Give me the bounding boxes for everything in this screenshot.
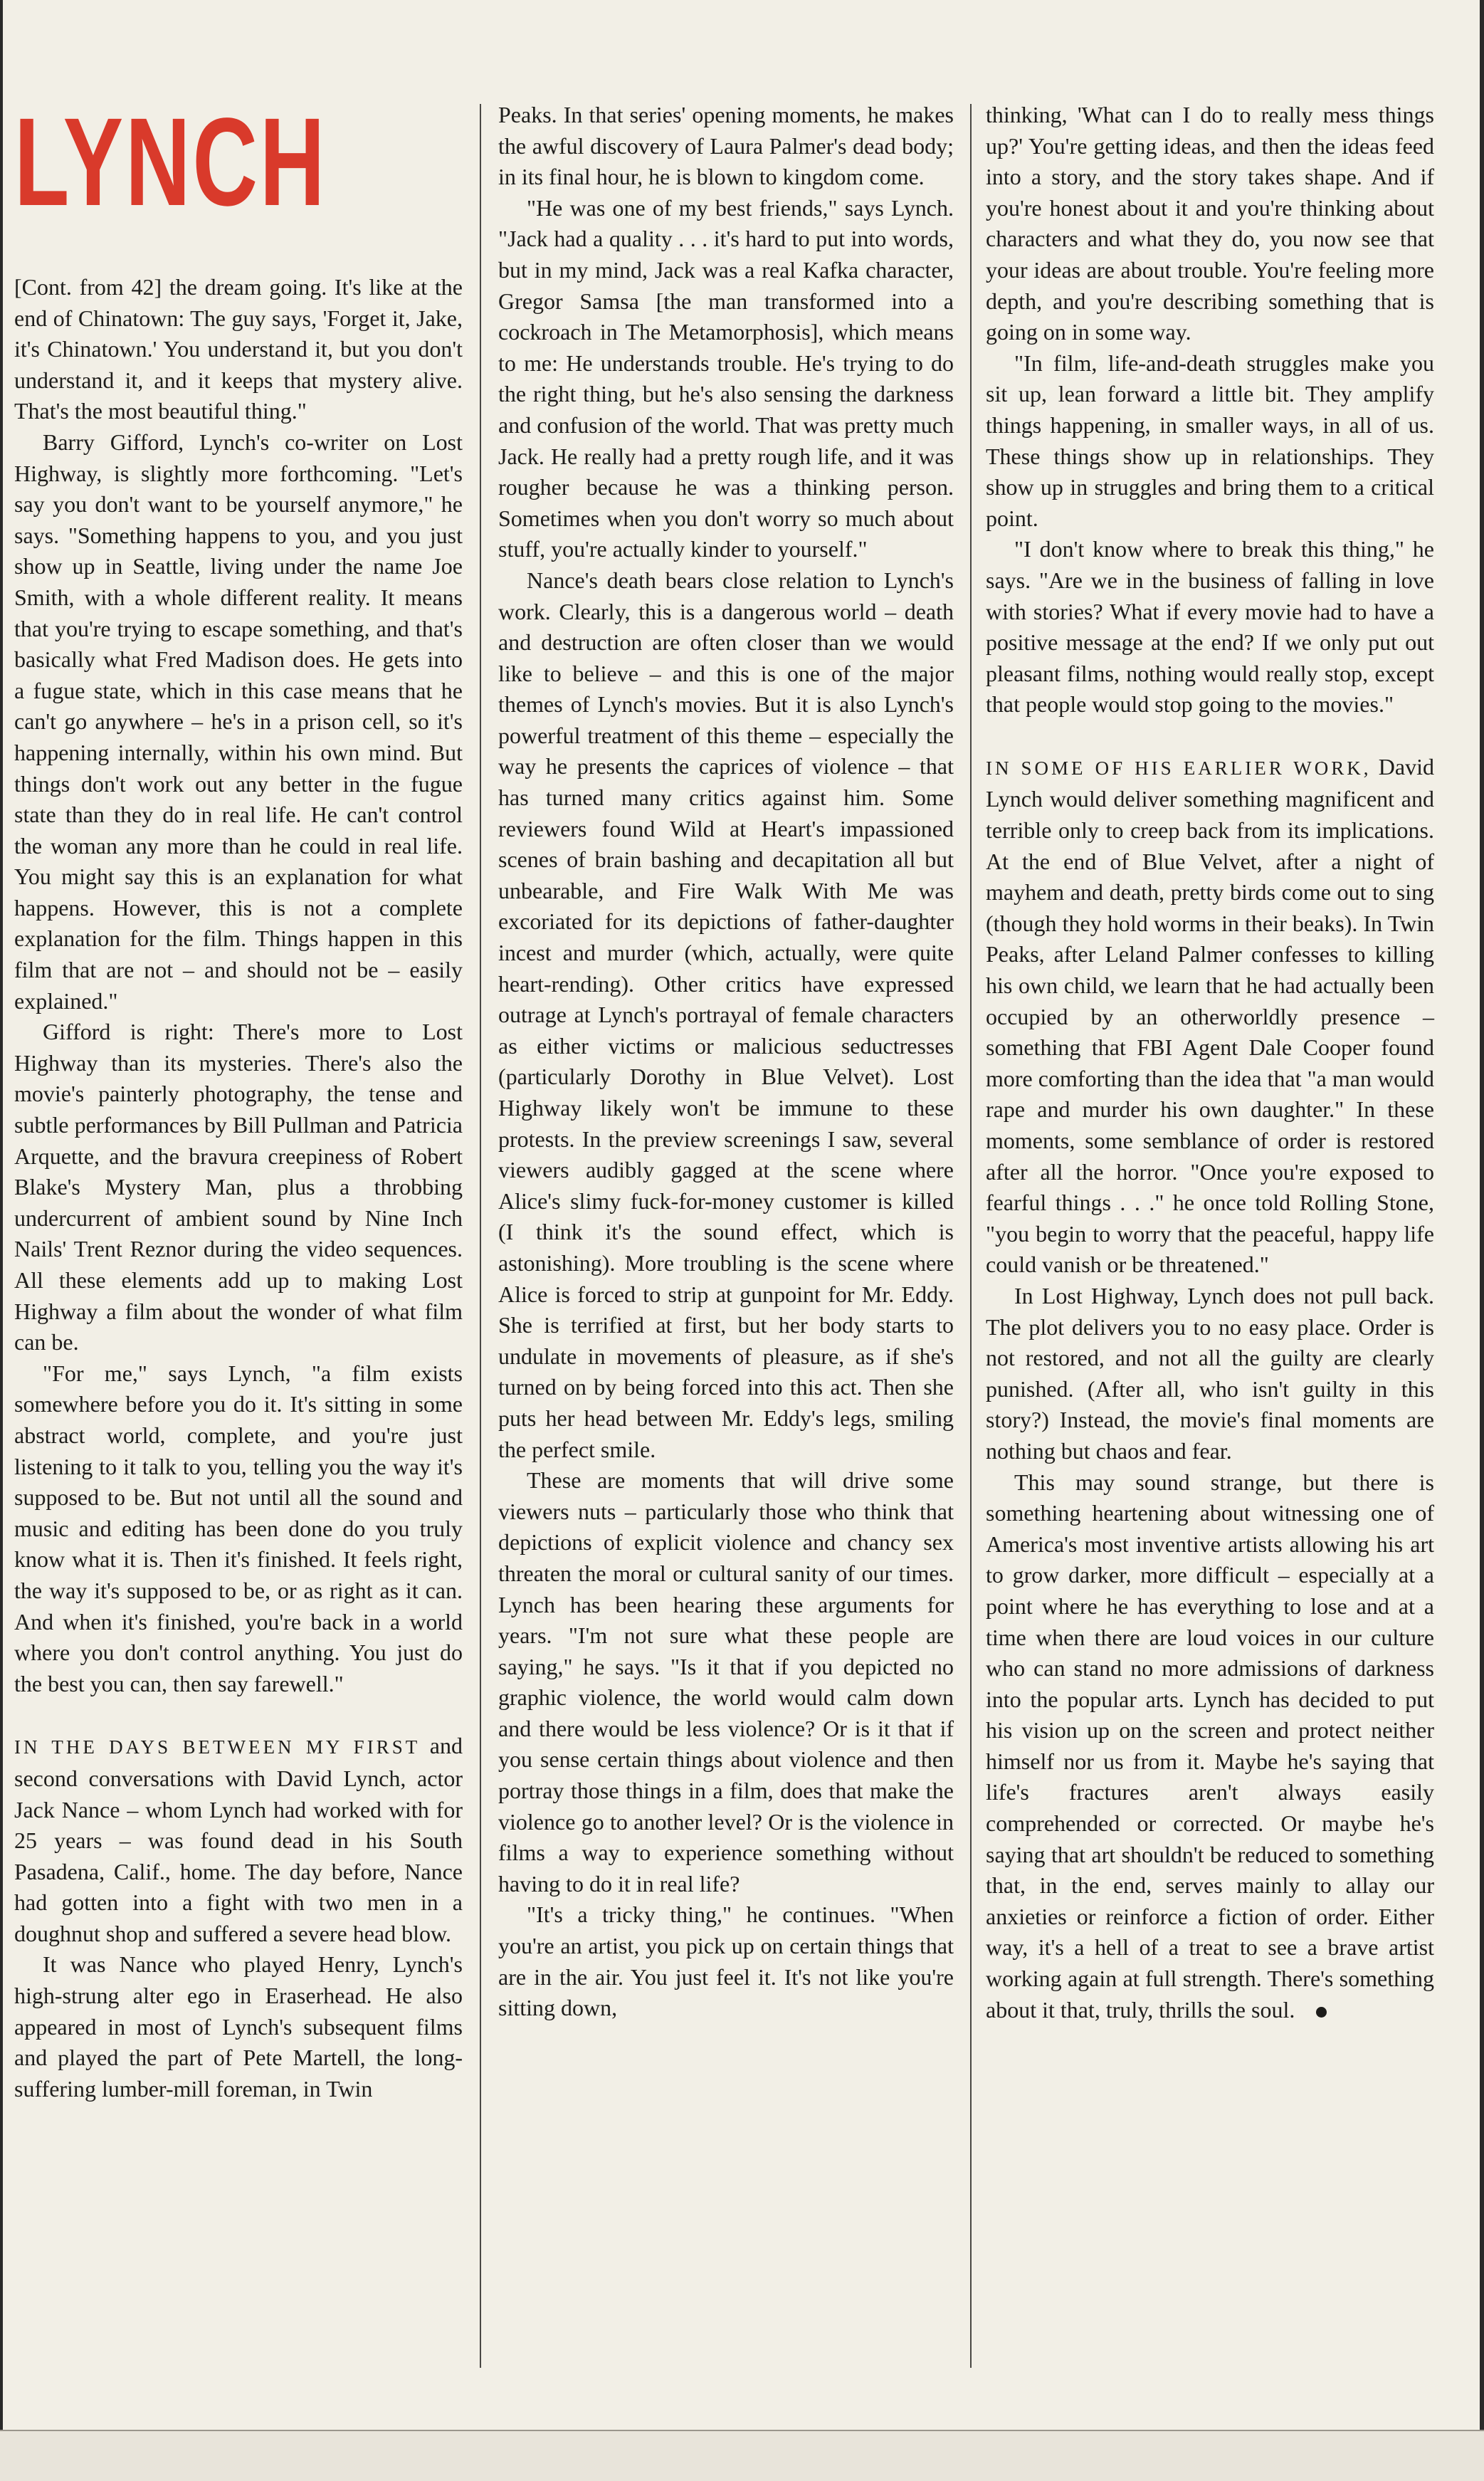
paragraph: In Lost Highway, Lynch does not pull back. The plot delivers you to no easy place. Order is not restored, and not all the guilty are clearly punished. (After all, who isn't guilty in this story?) Instead, the movie's final moments are nothing but chaos and fear. xyxy=(986,1282,1434,1464)
paragraph: Peaks. In that series' opening moments, he makes the awful discovery of Laura Palmer's dead body; in its final hour, he is blown to kingdom come. xyxy=(498,102,954,190)
paragraph-text: This may sound strange, but there is something heartening about witnessing one of America's most inventive artists allowing his art to grow darker, more difficult – especially at a point where he has everything to lose and at a time when there are loud voices in our culture who can stand no more admissions of darkness into the popular arts. Lynch has decided to put his vision up on the screen and protect neither himself nor us from it. Maybe he's saying that life's fractures aren't always easily comprehended or corrected. Or maybe he's saying that art shouldn't be reduced to something that, in the end, serves mainly to allay our anxieties or reinforce a fiction of order. Either way, it's a hell of a treat to see a brave artist working again at full strength. There's something about it that, truly, thrills the soul. xyxy=(986,1469,1434,2023)
paragraph: thinking, 'What can I do to really mess things up?' You're getting ideas, and then the ideas feed into a story, and the story takes shape. And if you're honest about it and you're thinking about characters and what they do, you now see that your ideas are about trouble. You're feeling more depth, and you're describing something that is going on in some way. xyxy=(986,102,1434,345)
page-edge-right xyxy=(1480,0,1484,2481)
section-lead-in: IN SOME OF HIS EARLIER WORK, xyxy=(986,757,1372,779)
paragraph: "It's a tricky thing," he continues. "When you're an artist, you pick up on certain things that are in the air. You just feel it. It's not like you're sitting down, xyxy=(498,1902,954,2021)
paragraph: Nance's death bears close relation to Lynch's work. Clearly, this is a dangerous world – death and destruction are often closer than we would like to believe – and this is one of the major themes of Lynch's movies. But it is also Lynch's powerful treatment of this theme – especially the way he presents the caprices of violence – that has turned many critics against him. Some reviewers found Wild at Heart's impassioned scenes of brain bashing and decapitation all but unbearable, and Fire Walk With Me was excoriated for its depictions of father-daughter incest and murder (which, actually, were quite heart-rending). Other critics have expressed outrage at Lynch's portrayal of female characters as either victims or malicious seductresses (particularly Dorothy in Blue Velvet). Lost Highway likely won't be immune to these protests. In the preview screenings I saw, several viewers audibly gagged at the scene where Alice's slimy fuck-for-money customer is killed (I think it's the sound effect, which is astonishing). More troubling is the scene where Alice is forced to strip at gunpoint for Mr. Eddy. She is terrified at first, but her body starts to undulate in movements of pleasure, as if she's turned on by being forced into this act. Then she puts her head between Mr. Eddy's legs, smiling the perfect smile. xyxy=(498,567,954,1462)
article-column-3 xyxy=(986,100,1434,2371)
paragraph: These are moments that will drive some viewers nuts – particularly those who think that depictions of explicit violence and chancy sex threaten the moral or cultural sanity of our times. Lynch has been hearing these arguments for years. "I'm not sure what these people are saying," he says. "Is it that if you depicted no graphic violence, the world would calm down and there would be less violence? Or is it that if you sense certain things about violence and then portray those things in a film, does that make the violence go to another level? Or is the violence in films a way to experience something without having to do it in real life? xyxy=(498,1467,954,1897)
page-bottom-edge xyxy=(0,2430,1484,2481)
section-lead-in: IN THE DAYS BETWEEN MY FIRST xyxy=(14,1736,421,1758)
section-paragraph xyxy=(986,752,1434,1281)
article-column-1 xyxy=(14,93,463,2371)
paragraph xyxy=(986,1467,1434,2026)
magazine-page xyxy=(14,93,1434,2371)
paragraph: "For me," says Lynch, "a film exists somewhere before you do it. It's sitting in some abstract world, complete, and you're just listening to it talk to you, telling you the way it's supposed to be. But not until all the sound and music and editing has been done do you truly know what it is. Then it's finished. It feels right, the way it's supposed to be, or as right as it can. And when it's finished, you're back in a world where you don't control anything. You just do the best you can, then say farewell." xyxy=(14,1360,463,1696)
page-edge-left xyxy=(0,0,3,2481)
paragraph: [Cont. from 42] the dream going. It's like at the end of Chinatown: The guy says, 'Forget it, Jake, it's Chinatown.' You understand it, but you don't understand it, and it keeps that mystery alive. That's the most beautiful thing." xyxy=(14,274,463,424)
article-headline: LYNCH xyxy=(14,93,327,232)
paragraph-text: David Lynch would deliver something magnificent and terrible only to creep back from its implications. At the end of Blue Velvet, after a night of mayhem and death, pretty birds come out to sing (though they hold worms in their beaks). In Twin Peaks, after Leland Palmer confesses to killing his own child, we learn that he had actually been occupied by an otherworldly presence – something that FBI Agent Dale Cooper found more comforting than the idea that "a man would rape and murder his own daughter." In these moments, some semblance of order is restored after all the horror. "Once you're exposed to fearful things . . ." he once told Rolling Stone, "you begin to worry that the peaceful, happy life could vanish or be threatened." xyxy=(986,753,1434,1278)
paragraph: "I don't know where to break this thing," he says. "Are we in the business of falling in love with stories? What if every movie had to have a positive message at the end? If we only put out pleasant films, nothing would really stop, except that people would stop going to the movies." xyxy=(986,536,1434,718)
article-column-2 xyxy=(498,100,954,2371)
paragraph: It was Nance who played Henry, Lynch's high-strung alter ego in Eraserhead. He also appeared in most of Lynch's subsequent films and played the part of Pete Martell, the long-suffering lumber-mill foreman, in Twin xyxy=(14,1951,463,2102)
paragraph: "In film, life-and-death struggles make you sit up, lean forward a little bit. They amplify things happening, in smaller ways, in all of us. These things show up in relationships. They show up in struggles and bring them to a critical point. xyxy=(986,350,1434,531)
column-rule xyxy=(480,104,481,2368)
column-rule xyxy=(970,104,972,2368)
end-of-article-bullet-icon xyxy=(1316,2007,1327,2018)
section-paragraph xyxy=(14,1731,463,1949)
paragraph: "He was one of my best friends," says Lynch. "Jack had a quality . . . it's hard to put into words, but in my mind, Jack was a real Kafka character, Gregor Samsa [the man transformed into a cockroach in The Metamorphosis], which means to me: He understands trouble. He's trying to do the right thing, but he's also sensing the darkness and confusion of the world. That was pretty much Jack. He really had a pretty rough life, and it was rougher because he was a thinking person. Sometimes when you don't worry so much about stuff, you're actually kinder to yourself." xyxy=(498,194,954,562)
paragraph: Gifford is right: There's more to Lost Highway than its mysteries. There's also the movie's painterly photography, the tense and subtle performances by Bill Pullman and Patricia Arquette, and the bravura creepiness of Robert Blake's Mystery Man, plus a throbbing undercurrent of ambient sound by Nine Inch Nails' Trent Reznor during the video sequences. All these elements add up to making Lost Highway a film about the wonder of what film can be. xyxy=(14,1019,463,1355)
paragraph: Barry Gifford, Lynch's co-writer on Lost Highway, is slightly more forthcoming. "Let's say you don't want to be yourself anymore," he says. "Something happens to you, and you just show up in Seattle, living under the name Joe Smith, with a whole different reality. It means that you're trying to escape something, and that's basically what Fred Madison does. He gets into a fugue state, which in this case means that he can't go anywhere – he's in a prison cell, so it's happening internally, within his own mind. But things don't work out any better in the fugue state than they do in real life. He can't control the woman any more than he could in real life. You might say this is an explanation for what happens. However, this is not a complete explanation for the film. Things happen in this film that are not – and should not be – easily explained." xyxy=(14,429,463,1014)
paragraph-text: and second conversations with David Lynch, actor Jack Nance – whom Lynch had worked with for 25 years – was found dead in his South Pasadena, Calif., home. The day before, Nance had gotten into a fight with two men in a doughnut shop and suffered a severe head blow. xyxy=(14,1733,463,1946)
